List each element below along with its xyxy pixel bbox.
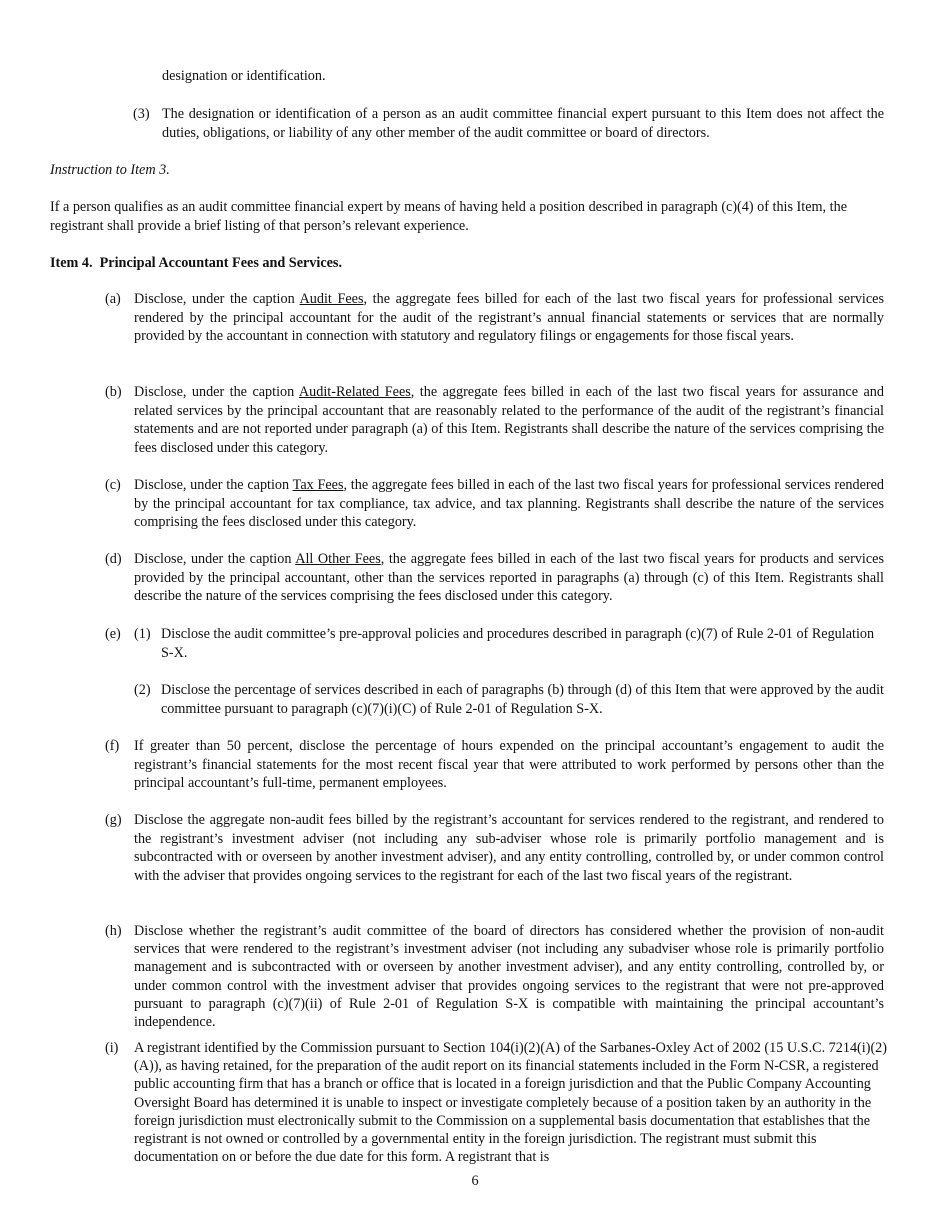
audit-fees-caption: Audit Fees	[299, 291, 364, 307]
instruction-heading: Instruction to Item 3.	[50, 162, 170, 178]
para-i-label: (i)	[105, 1040, 119, 1056]
para-d-text: Disclose, under the caption All Other Fees, the aggregate fees billed in each of the last two fiscal years for products and services provided by the principal accountant, other than the services reported in paragraphs (a) through (c) of this Item. Registrants shall describe the nature of the services comprising the fees disclosed under this category.	[134, 551, 884, 605]
para-3-label: (3)	[133, 106, 150, 122]
para-3-text: The designation or identification of a person as an audit committee financial expert pursuant to this Item does not affect the duties, obligations, or liability of any other member of the audit committee or board of directors.	[162, 106, 884, 141]
para-a-label: (a)	[105, 291, 121, 307]
para-f-text: If greater than 50 percent, disclose the percentage of hours expended on the principal accountant’s engagement to audit the registrant’s financial statements for the most recent fiscal year that were attributed to work performed by persons other than the principal accountant’s full-time, permanent employees.	[134, 738, 884, 792]
para-b-label: (b)	[105, 384, 122, 400]
para-e-label: (e)	[105, 626, 121, 642]
para-i-text: A registrant identified by the Commission pursuant to Section 104(i)(2)(A) of the Sarbanes-Oxley Act of 2002 (15 U.S.C. 7214(i)(2)(A)), as having retained, for the preparation of the audit report on its financial statements included in the Form N-CSR, a registered public accounting firm that has a branch or office that is located in a foreign jurisdiction and that the Public Company Accounting Oversight Board has determined it is unable to inspect or investigate completely because of a position taken by an authority in the foreign jurisdiction must electronically submit to the Commission on a supplemental basis documentation that establishes that the registrant is not owned or controlled by a governmental entity in the foreign jurisdiction. The registrant must submit this documentation on or before the due date for this form. A registrant that is	[134, 1040, 887, 1166]
para-h-label: (h)	[105, 923, 122, 939]
all-other-fees-caption: All Other Fees	[295, 551, 381, 567]
para-g-label: (g)	[105, 812, 122, 828]
para-c-text: Disclose, under the caption Tax Fees, the aggregate fees billed in each of the last two fiscal years for professional services rendered by the principal accountant for tax compliance, tax advice, and tax planning. Registrants shall describe the nature of the services comprising the fees disclosed under this category.	[134, 477, 884, 531]
page-number: 6	[471, 1173, 479, 1189]
para-e1-text: Disclose the audit committee’s pre-approval policies and procedures described in paragraph (c)(7) of Rule 2-01 of Regulation S-X.	[161, 626, 875, 661]
para-b-text: Disclose, under the caption Audit-Related Fees, the aggregate fees billed in each of the last two fiscal years for assurance and related services by the principal accountant that are reasonably related to the performance of the audit of the registrant’s financial statements and are not reported under paragraph (a) of this Item. Registrants shall describe the nature of the services comprising the fees disclosed under this category.	[134, 384, 884, 456]
item4-heading: Item 4. Principal Accountant Fees and Services.	[50, 255, 342, 271]
para-g-text: Disclose the aggregate non-audit fees billed by the registrant’s accountant for services rendered to the registrant, and rendered to the registrant’s investment adviser (not including any sub-adviser whose role is primarily portfolio management and is subcontracted with or overseen by another investment adviser), and any entity controlling, controlled by, or under common control with the adviser that provides ongoing services to the registrant for each of the last two fiscal years of the registrant.	[134, 812, 884, 884]
para-a-text: Disclose, under the caption Audit Fees, the aggregate fees billed for each of the last two fiscal years for professional services rendered by the principal accountant for the audit of the registrant’s annual financial statements or services that are normally provided by the accountant in connection with statutory and regulatory filings or engagements for those fiscal years.	[134, 291, 884, 345]
tax-fees-caption: Tax Fees	[292, 477, 344, 493]
audit-related-fees-caption: Audit-Related Fees	[298, 384, 411, 400]
para-e2-label: (2)	[134, 682, 151, 698]
continuation-text: designation or identification.	[162, 68, 326, 84]
para-c-label: (c)	[105, 477, 121, 493]
para-e1-label: (1)	[134, 626, 151, 642]
instruction-text: If a person qualifies as an audit committee financial expert by means of having held a position described in paragraph (c)(4) of this Item, the registrant shall provide a brief listing of that person’s relevant experience.	[50, 199, 847, 234]
para-e2-text: Disclose the percentage of services described in each of paragraphs (b) through (d) of this Item that were approved by the audit committee pursuant to paragraph (c)(7)(i)(C) of Rule 2-01 of Regulation S-X.	[161, 682, 884, 717]
para-d-label: (d)	[105, 551, 122, 567]
para-h-text: Disclose whether the registrant’s audit committee of the board of directors has considered whether the provision of non-audit services that were rendered to the registrant’s investment adviser (not including any subadviser whose role is primarily portfolio management and is subcontracted with or overseen by another investment adviser), and any entity controlling, controlled by, or under common control with the investment adviser that provides ongoing services to the registrant that were not pre-approved pursuant to paragraph (c)(7)(ii) of Rule 2-01 of Regulation S-X is compatible with maintaining the principal accountant’s independence.	[134, 923, 884, 1031]
para-f-label: (f)	[105, 738, 120, 754]
